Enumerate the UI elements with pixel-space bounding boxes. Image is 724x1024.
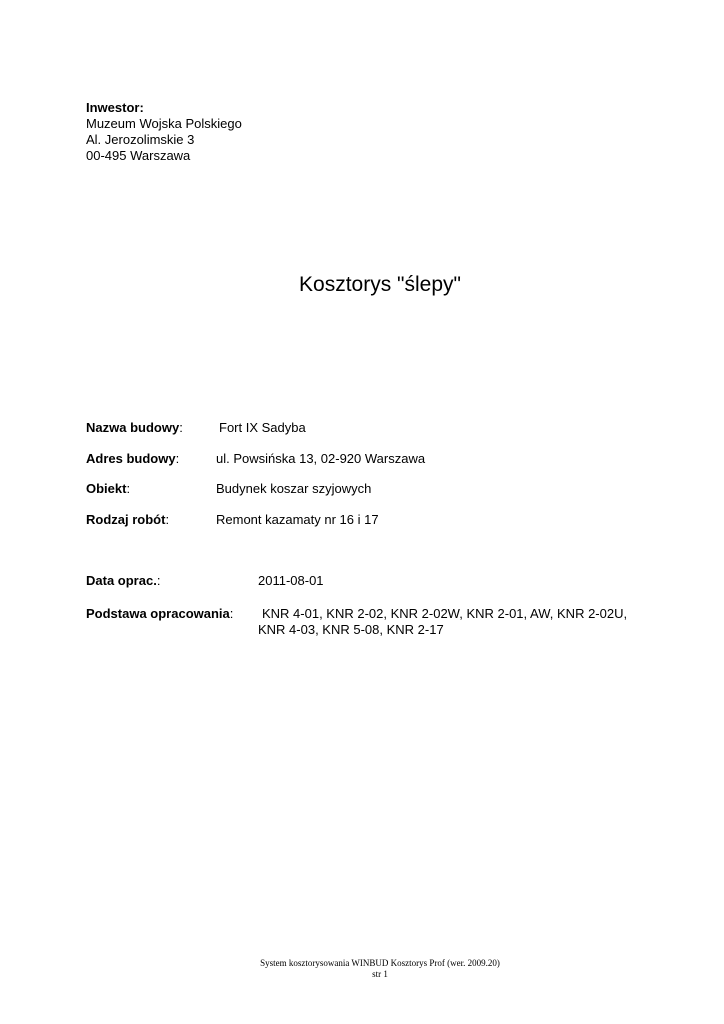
- field-podstawa-line2: [258, 622, 444, 638]
- investor-block: [86, 100, 242, 164]
- field-value-line1: KNR 4-01, KNR 2-02, KNR 2-02W, KNR 2-01, AW, KNR 2-02U,: [262, 606, 628, 621]
- footer-system: System kosztorysowania WINBUD Kosztorys Prof (wer. 2009.20): [260, 958, 500, 968]
- document-title: Kosztorys "ślepy": [299, 273, 461, 296]
- field-value: ul. Powsińska 13, 02-920 Warszawa: [216, 451, 426, 466]
- field-label: Adres budowy: [86, 451, 176, 466]
- field-value-line2: KNR 4-03, KNR 5-08, KNR 2-17: [258, 622, 444, 637]
- field-data-oprac: Data oprac.: 2011-08-01: [86, 573, 324, 588]
- field-obiekt: Obiekt: Budynek koszar szyjowych: [86, 481, 372, 496]
- field-rodzaj-robot: Rodzaj robót: Remont kazamaty nr 16 i 17: [86, 512, 379, 527]
- investor-city: 00-495 Warszawa: [86, 148, 191, 163]
- investor-street: Al. Jerozolimskie 3: [86, 132, 195, 147]
- field-adres-budowy: Adres budowy: ul. Powsińska 13, 02-920 Warszawa: [86, 451, 426, 466]
- field-value: Remont kazamaty nr 16 i 17: [216, 512, 379, 527]
- field-label: Obiekt: [86, 481, 127, 496]
- field-label: Podstawa opracowania: [86, 606, 230, 621]
- footer-page-number: str 1: [372, 969, 388, 979]
- field-nazwa-budowy: Nazwa budowy: Fort IX Sadyba: [86, 420, 306, 435]
- investor-name: Muzeum Wojska Polskiego: [86, 116, 242, 131]
- field-value: 2011-08-01: [258, 573, 324, 588]
- page-footer: [0, 958, 724, 980]
- field-label: Data oprac.: [86, 573, 157, 588]
- investor-label: Inwestor:: [86, 100, 144, 115]
- field-label: Rodzaj robót: [86, 512, 166, 527]
- field-value: Budynek koszar szyjowych: [216, 481, 372, 496]
- field-label: Nazwa budowy: [86, 420, 180, 435]
- field-podstawa: Podstawa opracowania: KNR 4-01, KNR 2-02, KNR 2-02W, KNR 2-01, AW, KNR 2-02U,: [86, 606, 628, 621]
- field-value: Fort IX Sadyba: [219, 420, 306, 435]
